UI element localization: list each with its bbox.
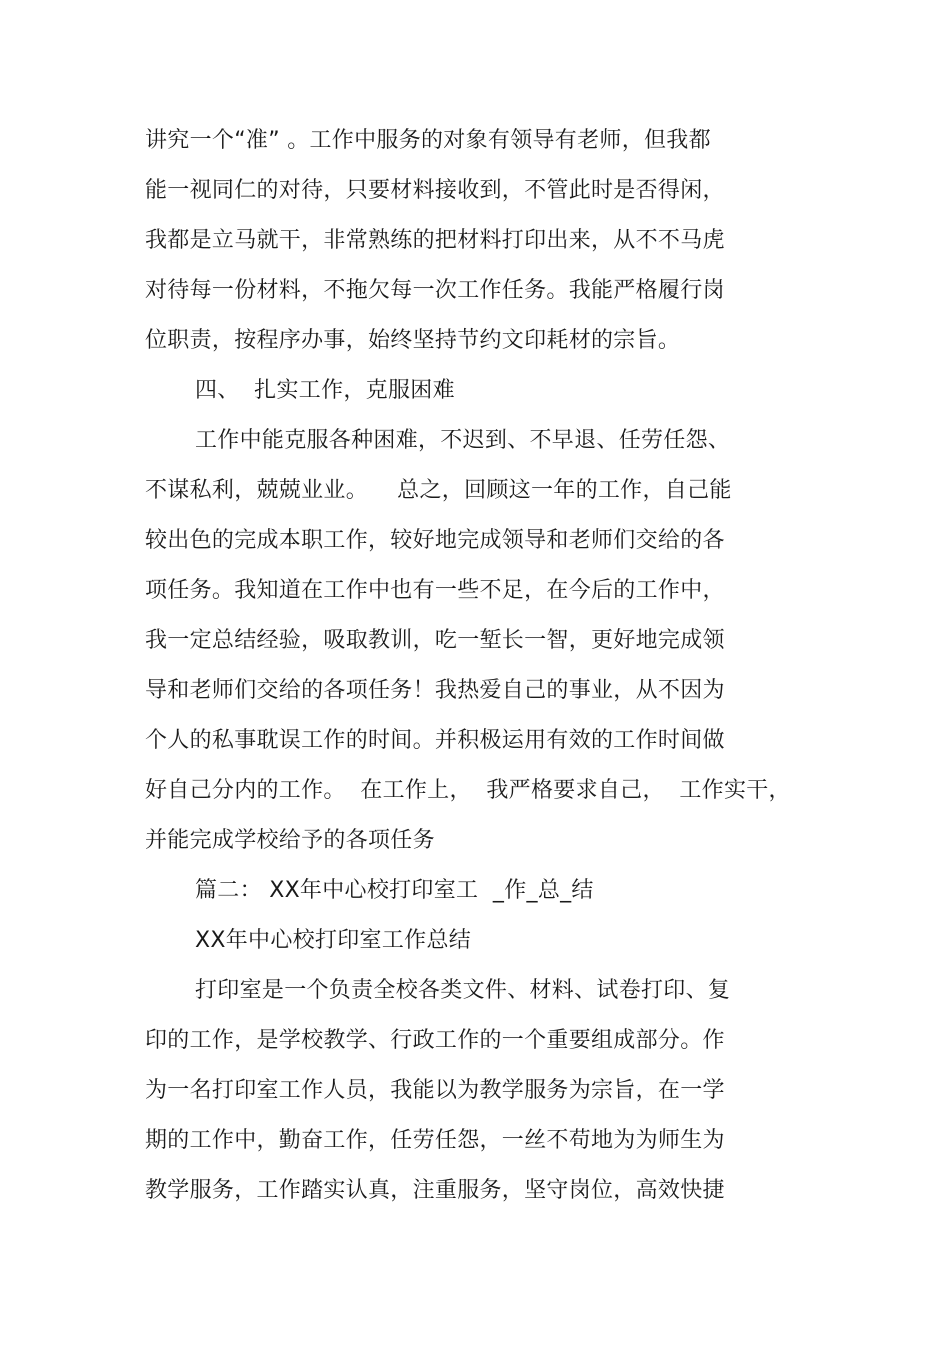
text-line: 打印室是一个负责全校各类文件、材料、试卷打印、复 — [195, 978, 731, 1003]
text-line: 我都是立马就干，非常熟练的把材料打印出来，从不不马虎 — [145, 228, 725, 253]
text-line: 能一视同仁的对待，只要材料接收到，不管此时是否得闲， — [145, 178, 725, 203]
text-line: 印的工作，是学校教学、行政工作的一个重要组成部分。作 — [145, 1028, 725, 1053]
text-line: 项任务。我知道在工作中也有一些不足，在今后的工作中， — [145, 578, 725, 603]
text-line: 不谋私利，兢兢业业。 总之，回顾这一年的工作，自己能 — [145, 478, 732, 503]
text-line: 好自己分内的工作。 在工作上， 我严格要求自己， 工作实干， — [145, 778, 791, 803]
section-heading: 四、 扎实工作，克服困难 — [195, 378, 455, 403]
text-line: 我一定总结经验，吸取教训，吃一堑长一智，更好地完成领 — [145, 628, 725, 653]
text-line: 教学服务，工作踏实认真，注重服务，坚守岗位，高效快捷 — [145, 1178, 725, 1203]
text-line: 并能完成学校给予的各项任务 — [145, 828, 435, 853]
text-line: 期的工作中，勤奋工作，任劳任怨，一丝不苟地为为师生为 — [145, 1128, 725, 1153]
text-line: 位职责，按程序办事，始终坚持节约文印耗材的宗旨。 — [145, 328, 681, 353]
text-line: 对待每一份材料，不拖欠每一次工作任务。我能严格履行岗 — [145, 278, 725, 303]
text-line: 为一名打印室工作人员，我能以为教学服务为宗旨，在一学 — [145, 1078, 725, 1103]
text-line: 导和老师们交给的各项任务！我热爱自己的事业，从不因为 — [145, 678, 725, 703]
text-line: 讲究一个“准” 。工作中服务的对象有领导有老师，但我都 — [145, 128, 711, 153]
document-title: XX年中心校打印室工作总结 — [195, 928, 472, 953]
text-line: 工作中能克服各种困难，不迟到、不早退、任劳任怨、 — [195, 428, 731, 453]
text-line: 个人的私事耽误工作的时间。并积极运用有效的工作时间做 — [145, 728, 725, 753]
section-heading: 篇二： XX年中心校打印室工 _作_总_结 — [195, 878, 594, 903]
text-line: 较出色的完成本职工作，较好地完成领导和老师们交给的各 — [145, 528, 725, 553]
